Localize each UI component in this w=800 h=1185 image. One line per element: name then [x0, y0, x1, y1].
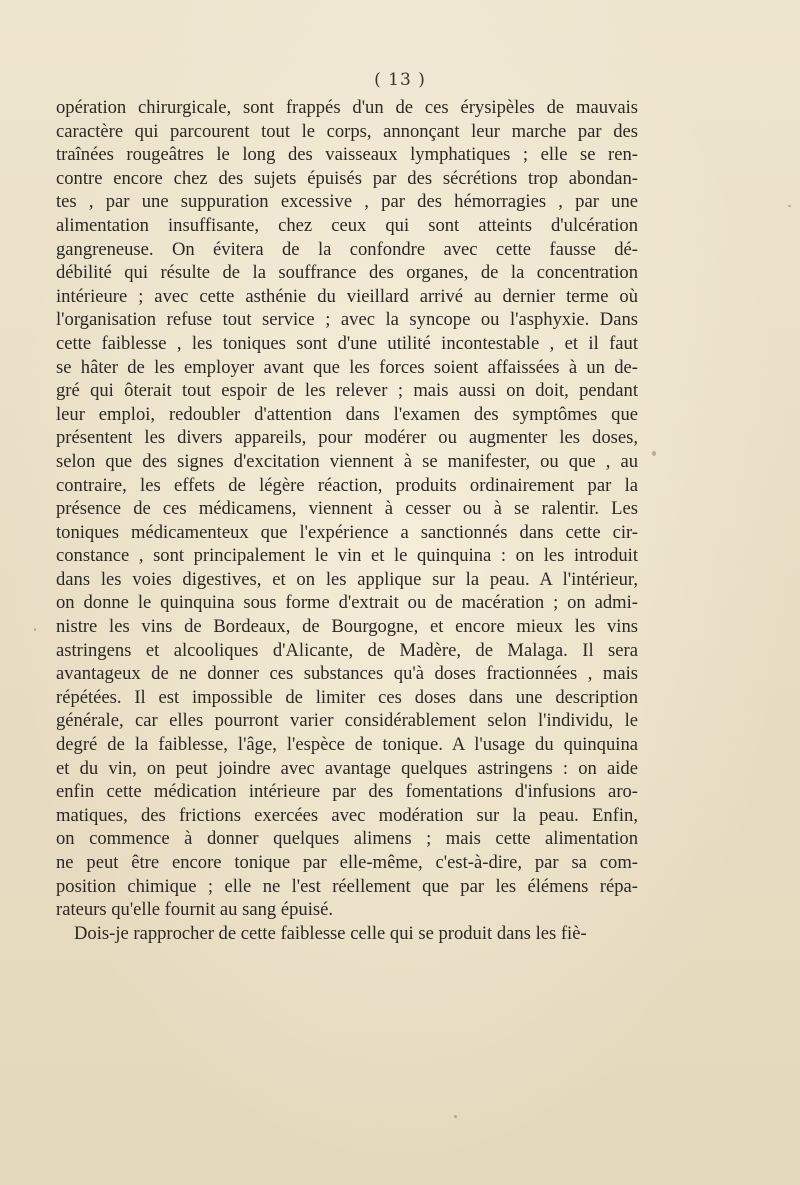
text-line: l'organisation refuse tout service ; avec la syncope ou l'asphyxie. Dans [56, 309, 638, 331]
body-text [56, 96, 638, 945]
text-line: alimentation insuffisante, chez ceux qui sont atteints d'ulcération [56, 214, 638, 236]
text-line: ne peut être encore tonique par elle-même, c'est-à-dire, par sa com- [56, 852, 638, 873]
text-line: répétées. Il est impossible de limiter ces doses dans une description [56, 686, 638, 708]
paper-speck [34, 628, 36, 631]
text-line: caractère qui parcourent tout le corps, annonçant leur marche par des [56, 120, 638, 142]
text-line: opération chirurgicale, sont frappés d'un de ces érysipèles de mauvais [56, 97, 638, 118]
page-number: ( 13 ) [374, 70, 426, 90]
text-line: position chimique ; elle ne l'est réellement que par les élémens répa- [56, 875, 638, 897]
text-line: traînées rougeâtres le long des vaisseaux lymphatiques ; elle se ren- [56, 144, 638, 166]
paper-speck [454, 1115, 457, 1118]
text-line: Dois-je rapprocher de cette faiblesse celle qui se produit dans les fiè- [74, 922, 587, 944]
text-line: avantageux de ne donner ces substances qu'à doses fractionnées , mais [56, 663, 638, 685]
text-line: gangreneuse. On évitera de la confondre avec cette fausse dé- [56, 238, 638, 260]
text-line: contraire, les effets de légère réaction, produits ordinairement par la [56, 474, 638, 496]
text-line: intérieure ; avec cette asthénie du vieillard arrivé au dernier terme où [56, 285, 638, 307]
text-line: contre encore chez des sujets épuisés par des sécrétions trop abondan- [56, 167, 638, 189]
text-line: rateurs qu'elle fournit au sang épuisé. [56, 899, 333, 921]
paper-speck [652, 451, 656, 456]
text-line: nistre les vins de Bordeaux, de Bourgogne, et encore mieux les vins [56, 616, 638, 638]
text-line: et du vin, on peut joindre avec avantage quelques astringens : on aide [56, 757, 638, 779]
text-line: se hâter de les employer avant que les forces soient affaissées à un de- [56, 356, 638, 378]
text-line: débilité qui résulte de la souffrance des organes, de la concentration [56, 262, 638, 284]
text-line: selon que des signes d'excitation viennent à se manifester, ou que , au [56, 450, 638, 472]
text-line: enfin cette médication intérieure par des fomentations d'infusions aro- [56, 781, 638, 803]
text-line: leur emploi, redoubler d'attention dans l'examen des symptômes que [56, 403, 638, 425]
text-line: générale, car elles pourront varier considérablement selon l'individu, le [56, 710, 638, 732]
text-line: toniques médicamenteux que l'expérience a sanctionnés dans cette cir- [56, 521, 638, 543]
text-line: degré de la faiblesse, l'âge, l'espèce de tonique. A l'usage du quinquina [56, 734, 638, 756]
paper-speck [788, 205, 791, 207]
text-line: dans les voies digestives, et on les applique sur la peau. A l'intérieur, [56, 568, 638, 590]
text-line: matiques, des frictions exercées avec modération sur la peau. Enfin, [56, 804, 638, 826]
text-line: cette faiblesse , les toniques sont d'une utilité incontestable , et il faut [56, 332, 638, 354]
text-line: gré qui ôterait tout espoir de les relever ; mais aussi on doit, pendant [56, 380, 638, 402]
text-line: on commence à donner quelques alimens ; mais cette alimentation [56, 828, 638, 850]
text-line: présence de ces médicamens, viennent à cesser ou à se ralentir. Les [56, 498, 638, 520]
text-line: astringens et alcooliques d'Alicante, de Madère, de Malaga. Il sera [56, 639, 638, 661]
text-line: on donne le quinquina sous forme d'extrait ou de macération ; on admi- [56, 592, 638, 614]
text-line: présentent les divers appareils, pour modérer ou augmenter les doses, [56, 427, 638, 449]
text-line: constance , sont principalement le vin et le quinquina : on les introduit [56, 545, 638, 567]
text-line: tes , par une suppuration excessive , par des hémorragies , par une [56, 191, 638, 213]
